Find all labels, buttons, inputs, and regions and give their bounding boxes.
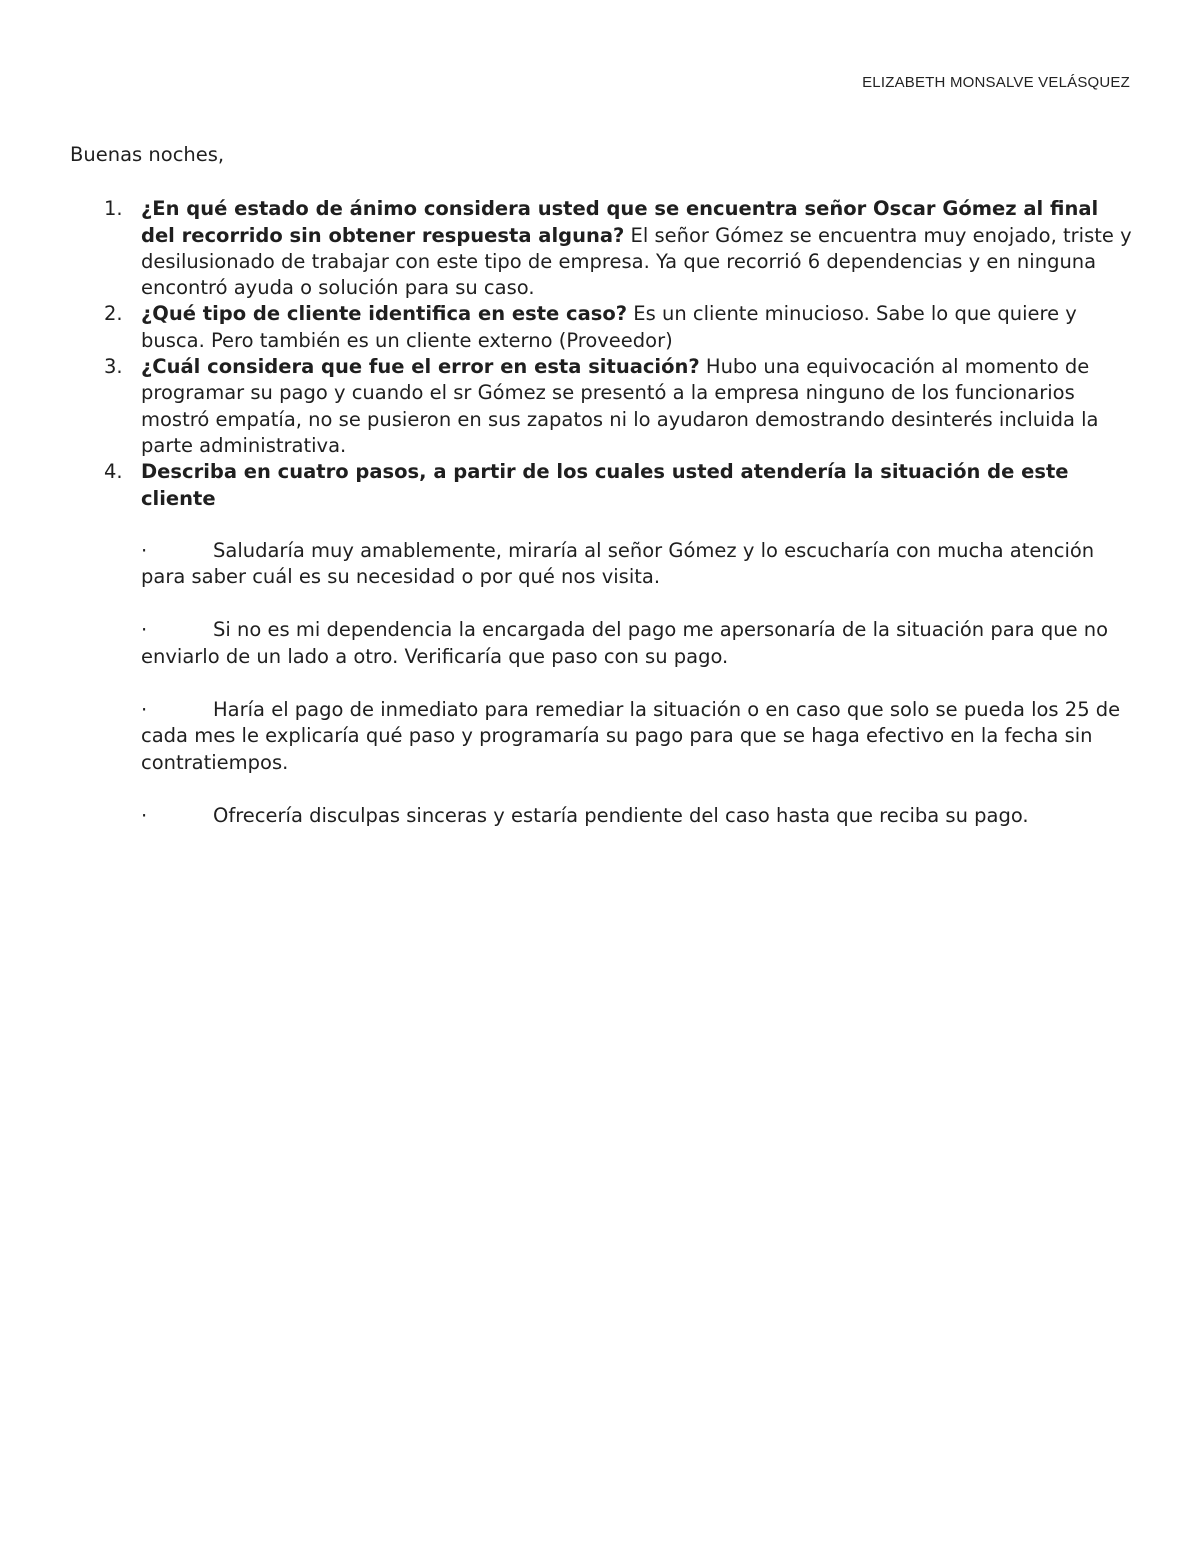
question-text: ¿Cuál considera que fue el error en esta situación? xyxy=(141,355,700,379)
bullet: · xyxy=(141,538,148,562)
step-item xyxy=(141,538,1134,591)
greeting: Buenas noches, xyxy=(70,143,225,166)
answer-text: Hubo una equivocación al momento de programar su pago y cuando el sr Gómez se presentó a la empresa ninguno de los funcionarios mostró empatía, no se pusieron en sus zapatos ni lo ayudaron demostrando desinterés incluida la parte administrativa. xyxy=(141,355,1099,457)
list-number: 2. xyxy=(104,302,123,326)
steps-list xyxy=(141,538,1134,829)
bullet: · xyxy=(141,803,148,827)
list-number: 4. xyxy=(104,460,123,484)
step-item xyxy=(141,617,1134,670)
header-author-name: ELIZABETH MONSALVE VELÁSQUEZ xyxy=(862,74,1130,91)
question-text: ¿En qué estado de ánimo considera usted que se encuentra señor Oscar Gómez al final del recorrido sin obtener respuesta alguna? xyxy=(141,197,1099,247)
question-text: ¿Qué tipo de cliente identifica en este caso? xyxy=(141,302,628,326)
step-text: Ofrecería disculpas sinceras y estaría pendiente del caso hasta que reciba su pago. xyxy=(213,803,1029,827)
question-item xyxy=(70,301,1134,354)
answer-text: El señor Gómez se encuentra muy enojado, triste y desilusionado de trabajar con este tipo de empresa. Ya que recorrió 6 dependencias y en ninguna encontró ayuda o solución para su caso. xyxy=(141,223,1132,300)
question-item xyxy=(70,196,1134,301)
question-item xyxy=(70,354,1134,459)
step-text: Si no es mi dependencia la encargada del pago me apersonaría de la situación para que no enviarlo de un lado a otro. Verificaría que paso con su pago. xyxy=(141,618,1109,668)
list-number: 1. xyxy=(104,197,123,221)
bullet: · xyxy=(141,618,148,642)
step-item xyxy=(141,803,1134,829)
question-list xyxy=(70,196,1134,829)
document-body xyxy=(70,142,1134,856)
list-number: 3. xyxy=(104,355,123,379)
answer-text: Es un cliente minucioso. Sabe lo que quiere y busca. Pero también es un cliente externo (Proveedor) xyxy=(141,302,1077,352)
step-text: Saludaría muy amablemente, miraría al señor Gómez y lo escucharía con mucha atención para saber cuál es su necesidad o por qué nos visita. xyxy=(141,538,1095,589)
question-text: Describa en cuatro pasos, a partir de los cuales usted atendería la situación de este cliente xyxy=(141,460,1069,510)
bullet: · xyxy=(141,698,148,722)
question-item xyxy=(70,459,1134,829)
step-item xyxy=(141,697,1134,776)
step-text: Haría el pago de inmediato para remediar la situación o en caso que solo se pueda los 25 de cada mes le explicaría qué paso y programaría su pago para que se haga efectivo en la fecha sin contratiempos. xyxy=(141,698,1121,774)
